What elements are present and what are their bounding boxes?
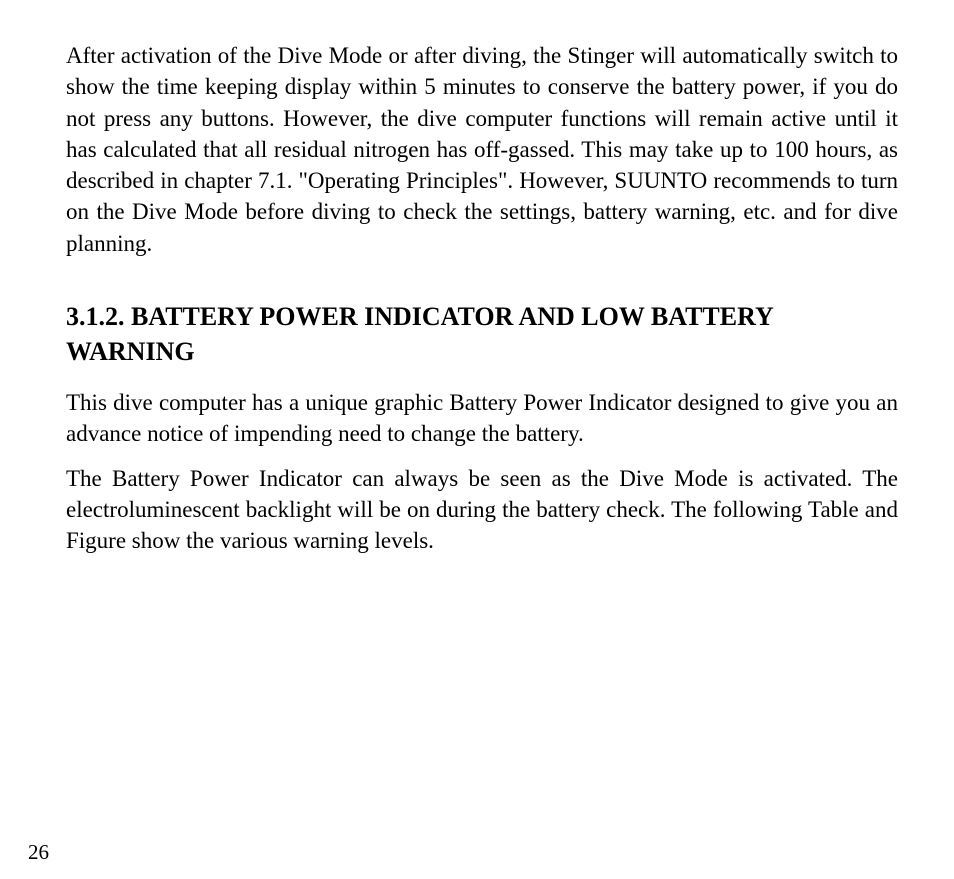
page-number: 26 <box>28 840 49 864</box>
paragraph-dive-mode-timeout: After activation of the Dive Mode or after diving, the Stinger will automatically switch to show the time keeping display within 5 minutes to conserve the battery power, if you do not press any buttons. However, the dive computer functions will remain active until it has calculated that all residual nitrogen has off-gassed. This may take up to 100 hours, as described in chapter 7.1. "Operating Principles". However, SUUNTO recommends to turn on the Dive Mode before diving to check the settings, battery warning, etc. and for dive planning. <box>66 43 898 256</box>
page-content <box>66 40 898 557</box>
paragraph-battery-indicator-details: The Battery Power Indicator can always be seen as the Dive Mode is activated. The electroluminescent backlight will be on during the battery check. The following Table and Figure show the various warning levels. <box>66 465 898 554</box>
section-heading: 3.1.2. BATTERY POWER INDICATOR AND LOW BATTERY WARNING <box>66 302 773 367</box>
paragraph-battery-indicator-intro: This dive computer has a unique graphic Battery Power Indicator designed to give you an advance notice of impending need to change the battery. <box>66 390 898 447</box>
